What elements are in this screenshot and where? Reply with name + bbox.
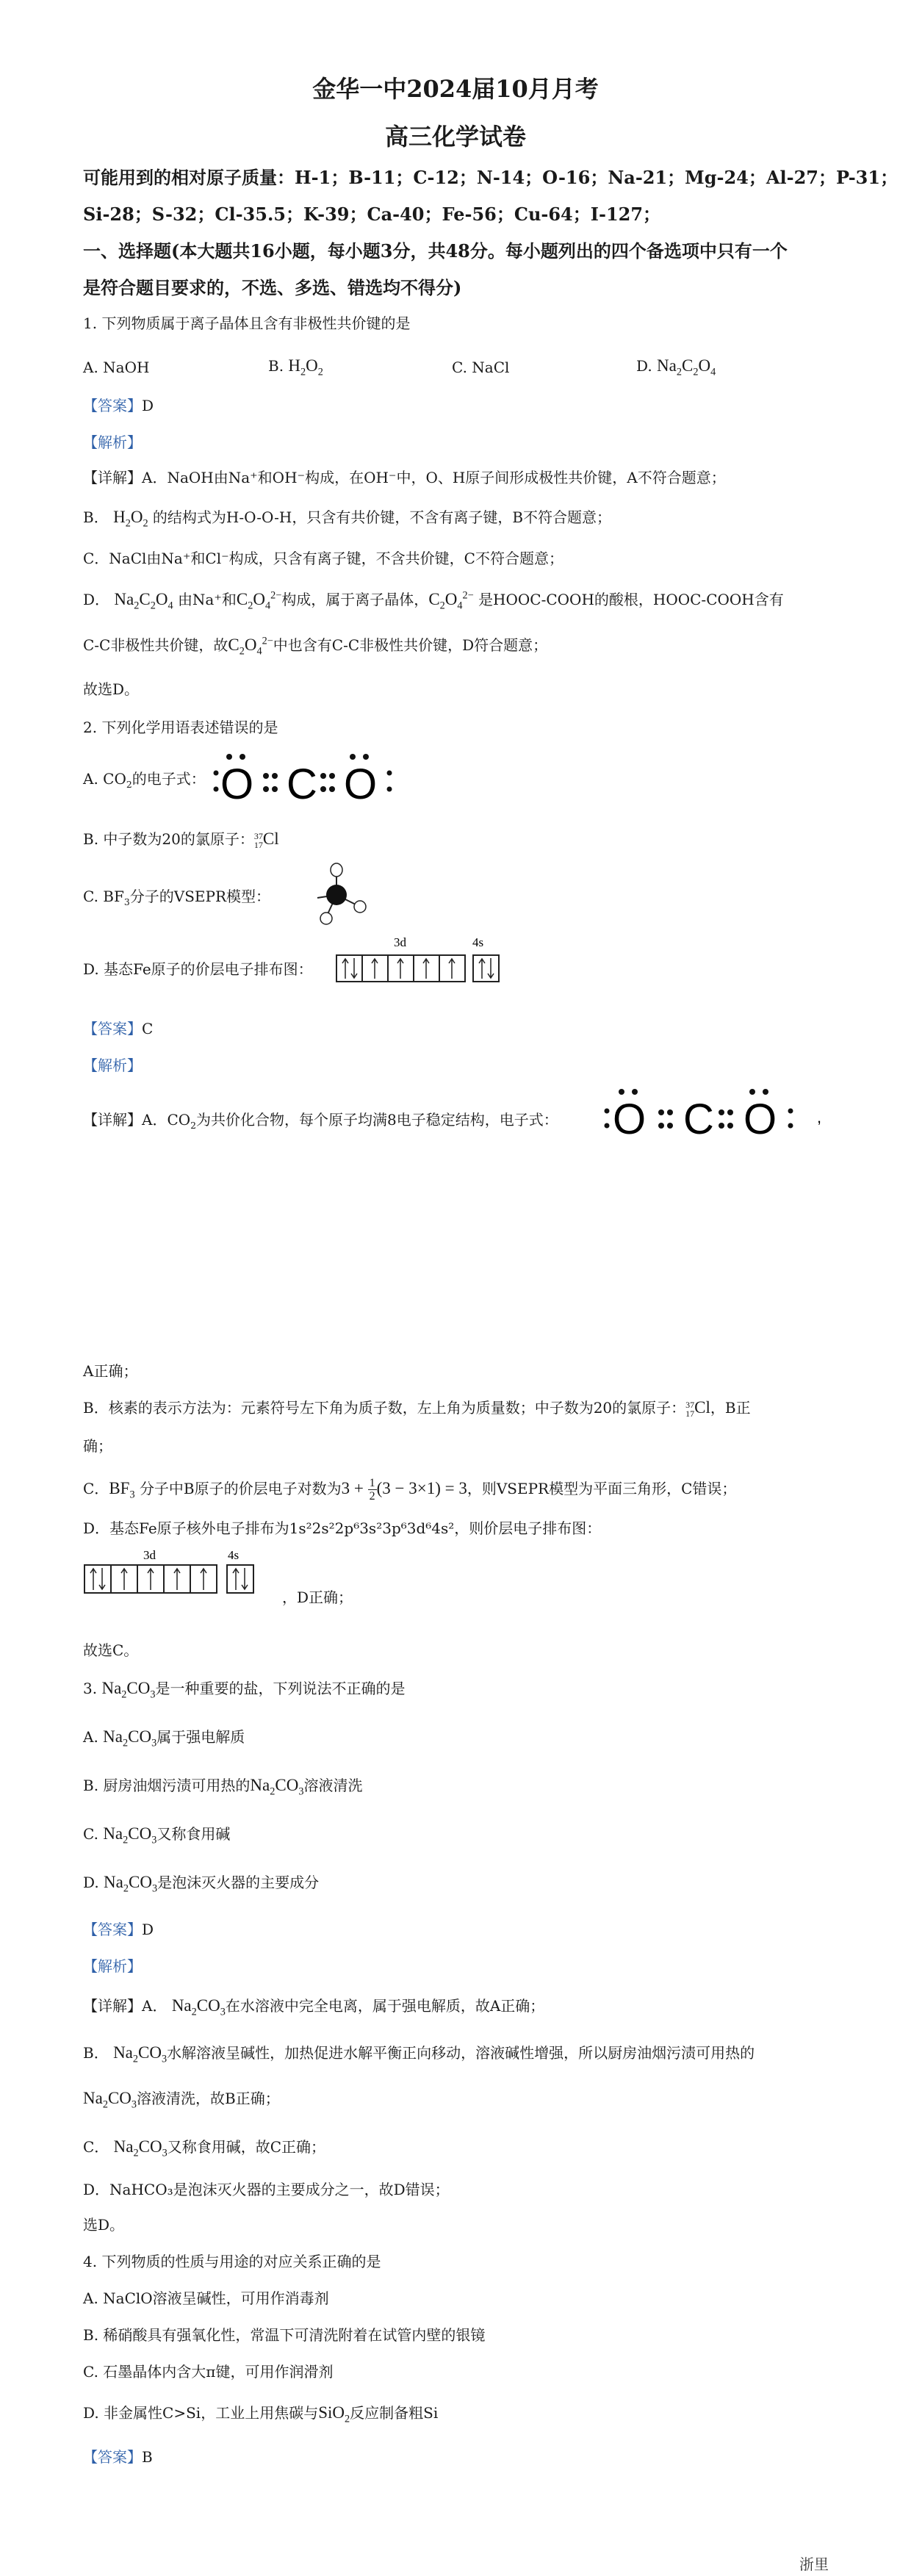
q2-detail-2: A正确； [83,1362,138,1380]
q1-detail-4: D． $Na_2C_2O_4$ 由Na⁺和$C_2O_4^{2-}$构成，属于离子晶体，$C_2O_4^{2-}$ 是HOOC-COOH的酸根，HOOC-COOH含有 [83,589,784,612]
atomic-masses-line2: Si-28；S-32；Cl-35.5；K-39；Ca-40；Fe-56；Cu-64；I-127； [83,204,661,225]
page-footer: 浙里 [799,2555,829,2573]
q2-option-b: B. 中子数为20的氯原子：37 17Cl [83,830,279,850]
q1-analysis-label: 【解析】 [83,433,142,451]
q3-option-d: D. $Na_2CO_3$是泡沫灭火器的主要成分 [83,1873,320,1895]
q2-detail-4: C．$BF_3$ 分子中B原子的价层电子对数为3 + $\frac{1}{2}$ (3 − 3×1) = 3，则VSEPR模型为平面三角形，C错误； [83,1477,737,1503]
q2-detail-1: 【详解】A．$CO_2$为共价化合物，每个原子均满8电子稳定结构，电子式： [83,1111,558,1131]
q3-option-b: B. 厨房油烟污渍可用热的$Na_2CO_3$溶液清洗 [83,1776,363,1798]
svg-text:C: C [683,1095,714,1143]
section-heading-line2: 是符合题目要求的，不选、多选、错选均不得分) [83,277,462,298]
q2-bf3-vsepr-model [307,863,373,932]
q1-detail-5: C-C非极性共价键，故$C_2O_4^{2-}$中也含有C-C非极性共价键，D符合题意； [83,635,548,658]
q1-detail-3: C．NaCl由Na⁺和Cl⁻构成，只含有离子键，不含共价键，C不符合题意； [83,550,563,567]
q2-detail-3-cont: 确； [83,1437,112,1455]
q4-option-d: D. 非金属性C>Si，工业上用焦碳与SiO$_2$反应制备粗Si [83,2403,439,2425]
q3-option-c: C. $Na_2CO_3$又称食用碱 [83,1824,231,1846]
svg-text:O: O [613,1095,647,1143]
section-heading-line1: 一、选择题(本大题共16小题，每小题3分，共48分。每小题列出的四个备选项中只有一个 [83,240,788,262]
orbital-4s-label: 4s [228,1548,240,1562]
q2-detail-fe-orbital-diagram [83,1546,267,1608]
exam-title: 金华一中2024届10月月考 [312,75,599,103]
q4-stem: 4. 下列物质的性质与用途的对应关系正确的是 [83,2253,381,2270]
q2-co2-lewis-structure [213,744,411,813]
q3-option-a: A. $Na_2CO_3$属于强电解质 [83,1727,245,1749]
q3-detail-5: D．NaHCO₃是泡沫灭火器的主要成分之一，故D错误； [83,2181,450,2198]
q2-option-a: A. $CO_2$的电子式： [83,770,206,790]
orbital-3d-label: 3d [394,935,406,949]
q2-fe-orbital-diagram [335,933,511,995]
svg-text:O: O [743,1095,777,1143]
q1-option-a: A. NaOH [83,359,150,376]
exam-subtitle: 高三化学试卷 [384,123,526,151]
q2-option-c: C. $BF_3$分子的VSEPR模型： [83,888,271,907]
atomic-masses-line1: 可能用到的相对原子质量：H-1；B-11；C-12；N-14；O-16；Na-21；Mg-24；Al-27；P-31； [83,167,899,188]
q1-detail-2: B． $H_2O_2$ 的结构式为H-O-O-H，只含有共价键，不含有离子键，B不符合题意； [83,508,612,530]
q3-analysis-label: 【解析】 [83,1957,142,1975]
q2-conclusion: 故选C。 [83,1641,139,1659]
q2-answer: 【答案】C [83,1020,154,1037]
q4-option-a: A. NaClO溶液呈碱性，可用作消毒剂 [83,2289,329,2307]
q2-option-d: D. 基态Fe原子的价层电子排布图： [83,960,313,978]
q1-option-b: B. $H_2O_2$ [268,356,323,378]
q3-detail-1: 【详解】A． $Na_2CO_3$在水溶液中完全电离，属于强电解质，故A正确； [83,1996,545,2018]
q1-answer: 【答案】D [83,397,154,414]
q1-option-c: C. NaCl [452,359,510,376]
q2-stem: 2. 下列化学用语表述错误的是 [83,719,278,736]
q4-answer: 【答案】B [83,2448,153,2466]
q2-analysis-label: 【解析】 [83,1057,142,1074]
q3-conclusion: 选D。 [83,2216,125,2234]
orbital-4s-label: 4s [472,935,484,949]
svg-text:C: C [287,760,317,808]
q1-option-d: D. $Na_2C_2O_4$ [636,356,716,378]
q4-option-b: B. 稀硝酸具有强氧化性，常温下可清洗附着在试管内壁的银镜 [83,2326,486,2344]
q4-option-c: C. 石墨晶体内含大π键，可用作润滑剂 [83,2363,334,2381]
svg-text:,: , [817,1108,822,1126]
q3-detail-4: C． $Na_2CO_3$又称食用碱，故C正确； [83,2137,326,2159]
svg-text:O: O [220,760,254,808]
q3-answer: 【答案】D [83,1921,154,1938]
q3-stem: 3. $Na_2CO_3$是一种重要的盐，下列说法不正确的是 [83,1679,406,1701]
q2-detail-3: B．核素的表示方法为：元素符号左下角为质子数，左上角为质量数；中子数为20的氯原子：37 17Cl，B正 [83,1398,751,1419]
orbital-3d-label: 3d [143,1548,156,1562]
q3-detail-2: B． $Na_2CO_3$水解溶液呈碱性，加热促进水解平衡正向移动，溶液碱性增强，所以厨房油烟污渍可用热的 [83,2043,755,2065]
q1-conclusion: 故选D。 [83,680,140,698]
q3-detail-3: $Na_2CO_3$溶液清洗，故B正确； [83,2089,280,2111]
q2-detail-5: D．基态Fe原子核外电子排布为1s²2s²2p⁶3s²3p⁶3d⁶4s²，则价层电子排布图： [83,1519,602,1537]
svg-text:O: O [344,760,378,808]
q1-stem: 1. 下列物质属于离子晶体且含有非极性共价键的是 [83,314,411,332]
q2-detail-6: ，D正确； [282,1589,353,1606]
q2-detail-co2-lewis-structure [604,1079,832,1148]
q1-detail-1: 【详解】A．NaOH由Na⁺和OH⁻构成，在OH⁻中，O、H原子间形成极性共价键，A不符合题意； [83,469,726,486]
